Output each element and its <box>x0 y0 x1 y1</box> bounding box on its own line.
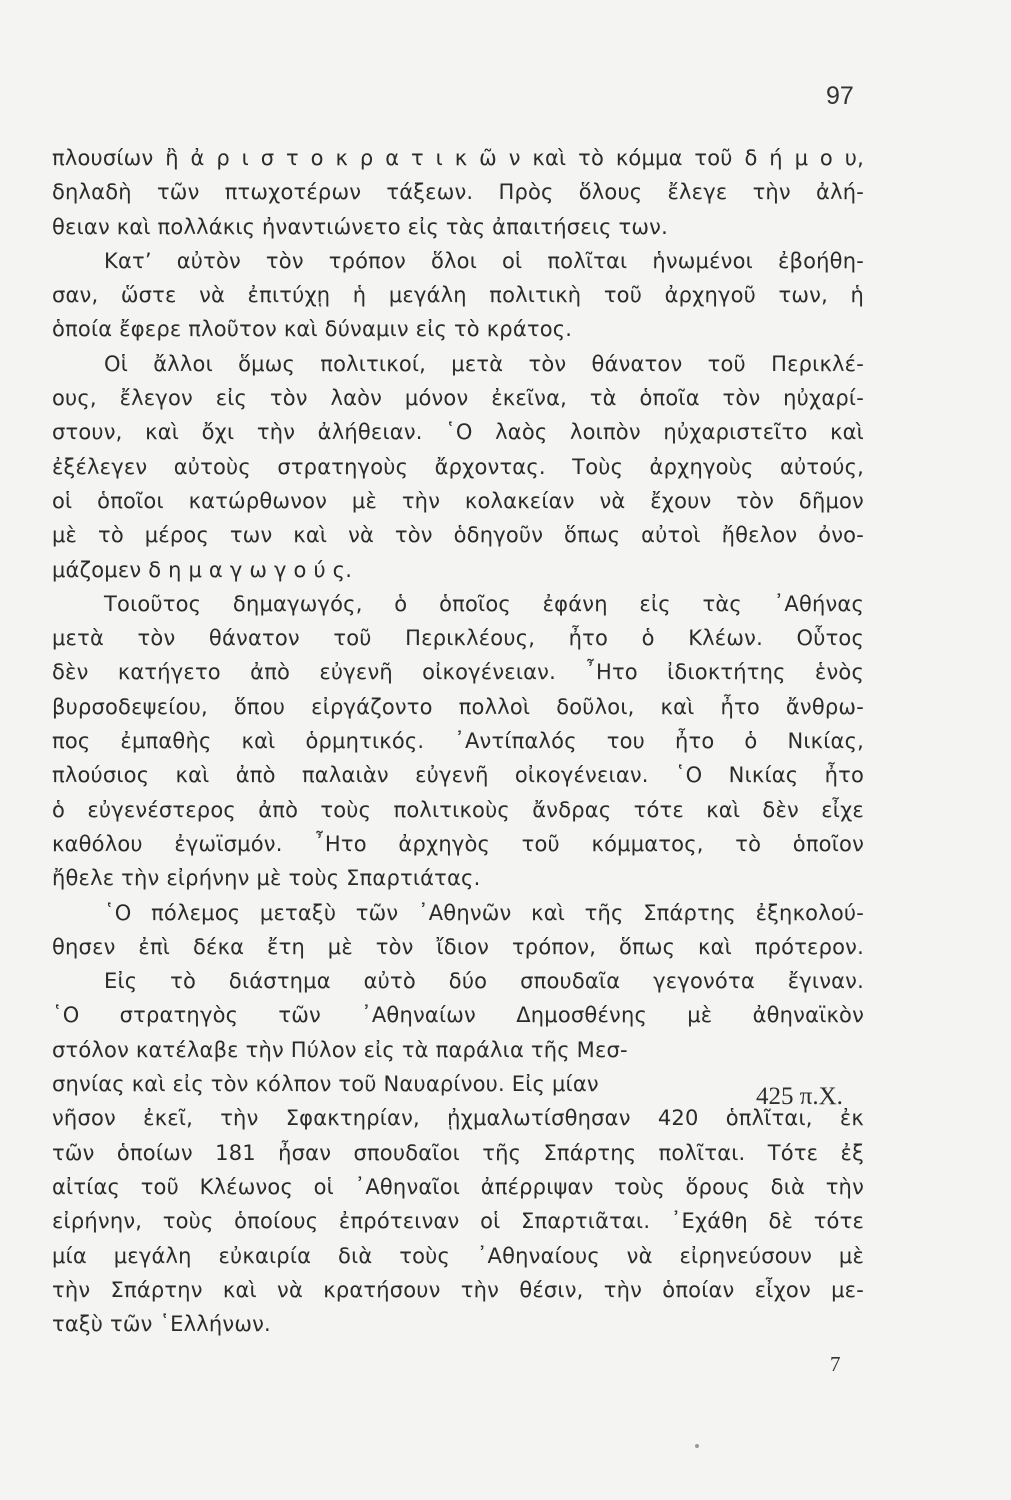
text-line: σηνίας καὶ εἰς τὸν κόλπον τοῦ Ναυαρίνου. Εἰς μίαν <box>52 1072 599 1097</box>
text-line: καθόλου ἐγωϊσμόν. ῏Ητο ἀρχηγὸς τοῦ κόμματος, τὸ ὁποῖον <box>52 831 864 856</box>
text-line: νῆσον ἐκεῖ, τὴν Σφακτηρίαν, ᾐχμαλωτίσθησαν 420 ὁπλῖται, ἐκ <box>52 1106 864 1131</box>
text-line: στόλον κατέλαβε τὴν Πύλον εἰς τὰ παράλια τῆς Μεσ- <box>52 1037 628 1062</box>
printing-speck <box>695 1444 699 1448</box>
margin-date-note: 425 π.Χ. <box>756 1083 843 1110</box>
text-line: ους, ἔλεγον εἰς τὸν λαὸν μόνον ἐκεῖνα, τὰ ὁποῖα τὸν ηὐχαρί- <box>52 386 864 411</box>
text-line: τῶν ὁποίων 181 ἦσαν σπουδαῖοι τῆς Σπάρτης πολῖται. Τότε ἐξ <box>52 1140 864 1165</box>
text-line: Κατ’ αὐτὸν τὸν τρόπον ὅλοι οἱ πολῖται ἡνωμένοι ἐβοήθη- <box>104 248 864 273</box>
text-line: ὁποία ἔφερε πλοῦτον καὶ δύναμιν εἰς τὸ κράτος. <box>52 317 573 342</box>
text-line: μία μεγάλη εὐκαιρία διὰ τοὺς ᾿Αθηναίους νὰ εἰρηνεύσουν μὲ <box>52 1243 864 1268</box>
body-text <box>52 141 864 1341</box>
text-line: μὲ τὸ μέρος των καὶ νὰ τὸν ὁδηγοῦν ὅπως αὐτοὶ ἤθελον ὀνο- <box>52 523 864 548</box>
text-line: πλούσιος καὶ ἀπὸ παλαιὰν εὐγενῆ οἰκογένειαν. ῾Ο Νικίας ἦτο <box>52 763 864 788</box>
text-line: θησεν ἐπὶ δέκα ἔτη μὲ τὸν ἴδιον τρόπον, ὅπως καὶ πρότερον. <box>52 934 864 959</box>
text-line: μετὰ τὸν θάνατον τοῦ Περικλέους, ἦτο ὁ Κλέων. Οὗτος <box>52 626 864 651</box>
text-line: εἰρήνην, τοὺς ὁποίους ἐπρότειναν οἱ Σπαρτιᾶται. ᾿Εχάθη δὲ τότε <box>52 1209 864 1234</box>
text-line: πος ἐμπαθὴς καὶ ὁρμητικός. ᾿Αντίπαλός του ἦτο ὁ Νικίας, <box>52 729 864 754</box>
text-line: ῾Ο πόλεμος μεταξὺ τῶν ᾿Αθηνῶν καὶ τῆς Σπάρτης ἐξηκολού- <box>104 900 864 925</box>
text-line: σαν, ὥστε νὰ ἐπιτύχῃ ἡ μεγάλη πολιτικὴ τοῦ ἀρχηγοῦ των, ἡ <box>52 283 864 308</box>
text-line: βυρσοδεψείου, ὅπου εἰργάζοντο πολλοὶ δοῦλοι, καὶ ἦτο ἄνθρω- <box>52 694 864 719</box>
text-line: πλουσίων ἢ ἀ ρ ι σ τ ο κ ρ α τ ι κ ῶ ν καὶ τὸ κόμμα τοῦ δ ή μ ο υ, <box>52 146 864 170</box>
text-line: στουν, καὶ ὄχι τὴν ἀλήθειαν. ῾Ο λαὸς λοιπὸν ηὐχαριστεῖτο καὶ <box>52 420 864 445</box>
text-line: οἱ ὁποῖοι κατώρθωνον μὲ τὴν κολακείαν νὰ ἔχουν τὸν δῆμον <box>52 488 864 513</box>
text-line: δηλαδὴ τῶν πτωχοτέρων τάξεων. Πρὸς ὅλους ἔλεγε τὴν ἀλή- <box>52 180 864 205</box>
text-line: ὁ εὐγενέστερος ἀπὸ τοὺς πολιτικοὺς ἄνδρας τότε καὶ δὲν εἶχε <box>52 797 864 822</box>
text-line: θειαν καὶ πολλάκις ἠναντιώνετο εἰς τὰς ἀπαιτήσεις των. <box>52 214 668 239</box>
text-line: τὴν Σπάρτην καὶ νὰ κρατήσουν τὴν θέσιν, τὴν ὁποίαν εἶχον με- <box>52 1277 864 1302</box>
text-line: δὲν κατήγετο ἀπὸ εὐγενῆ οἰκογένειαν. ῏Ητο ἰδιοκτήτης ἑνὸς <box>52 660 864 685</box>
text-line: αἰτίας τοῦ Κλέωνος οἱ ᾿Αθηναῖοι ἀπέρριψαν τοὺς ὅρους διὰ τὴν <box>52 1174 864 1199</box>
text-line: ἤθελε τὴν εἰρήνην μὲ τοὺς Σπαρτιάτας. <box>52 866 481 891</box>
signature-mark: 7 <box>830 1352 841 1376</box>
page-number: 97 <box>826 82 854 110</box>
text-line: μάζομεν δ η μ α γ ω γ ο ύ ς. <box>52 557 353 582</box>
text-line: ἐξέλεγεν αὐτοὺς στρατηγοὺς ἄρχοντας. Τοὺς ἀρχηγοὺς αὐτούς, <box>52 454 864 479</box>
text-line: Τοιοῦτος δημαγωγός, ὁ ὁποῖος ἐφάνη εἰς τὰς ᾿Αθήνας <box>104 591 864 616</box>
text-line: Εἰς τὸ διάστημα αὐτὸ δύο σπουδαῖα γεγονότα ἔγιναν. <box>104 969 864 994</box>
text-line: ῾Ο στρατηγὸς τῶν ᾿Αθηναίων Δημοσθένης μὲ ἀθηναϊκὸν <box>52 1003 864 1028</box>
text-line: ταξὺ τῶν ῾Ελλήνων. <box>52 1312 271 1337</box>
text-line: Οἱ ἄλλοι ὅμως πολιτικοί, μετὰ τὸν θάνατον τοῦ Περικλέ- <box>104 351 864 376</box>
